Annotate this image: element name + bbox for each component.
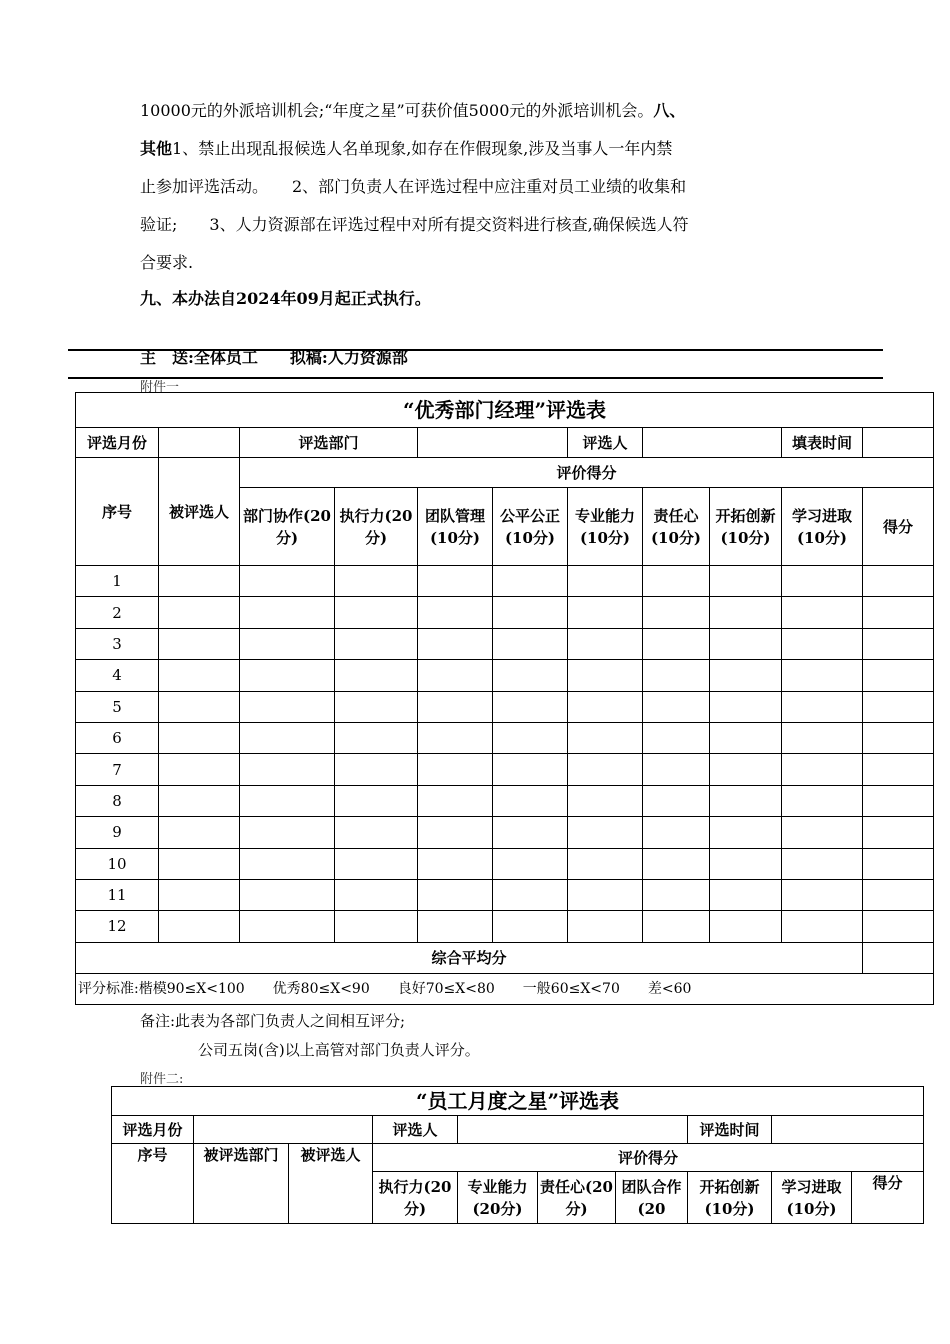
score-cell[interactable] (493, 628, 568, 659)
score-cell[interactable] (782, 785, 863, 816)
score-cell[interactable] (418, 911, 493, 942)
score-cell[interactable] (418, 691, 493, 722)
table-row (76, 817, 934, 848)
para-line-1: 10000元的外派培训机会;“年度之星”可获价值5000元的外派培训机会。 (140, 101, 654, 120)
score-cell[interactable] (863, 879, 934, 910)
col-header-2: 责任心(20分) (538, 1172, 616, 1224)
score-cell[interactable] (335, 628, 418, 659)
score-cell[interactable] (493, 817, 568, 848)
score-cell[interactable] (863, 785, 934, 816)
score-cell[interactable] (240, 817, 335, 848)
col-header: 开拓创新(10分) (710, 488, 782, 566)
score-cell[interactable] (335, 691, 418, 722)
score-cell[interactable] (863, 817, 934, 848)
col-header: 学习进取(10分) (782, 488, 863, 566)
score-cell[interactable] (418, 754, 493, 785)
table-row (76, 691, 934, 722)
score-cell[interactable] (568, 911, 643, 942)
score-cell[interactable] (643, 879, 710, 910)
score-cell[interactable] (782, 722, 863, 753)
score-cell[interactable] (418, 722, 493, 753)
month-label: 评选月份 (76, 428, 159, 458)
dept-label-2: 被评选部门 (194, 1144, 289, 1224)
score-cell[interactable] (493, 597, 568, 628)
score-cell[interactable] (643, 660, 710, 691)
total-label: 得分 (863, 488, 934, 566)
score-cell[interactable] (568, 722, 643, 753)
selector-cell[interactable] (643, 428, 782, 458)
table-row (76, 879, 934, 910)
score-cell[interactable] (863, 566, 934, 597)
annex1-title: “优秀部门经理”评选表 (76, 393, 934, 428)
nominee-label: 被评选人 (159, 458, 240, 566)
score-cell[interactable] (418, 566, 493, 597)
score-cell[interactable] (643, 597, 710, 628)
table-row (76, 628, 934, 659)
month-cell-2[interactable] (194, 1116, 373, 1144)
score-cell[interactable] (159, 879, 240, 910)
para-line-2: 1、禁止出现乱报候选人名单现象,如存在作假现象,涉及当事人一年内禁 (172, 139, 673, 158)
score-cell[interactable] (863, 754, 934, 785)
score-cell[interactable] (493, 660, 568, 691)
col-header: 公平公正(10分) (493, 488, 568, 566)
score-cell[interactable] (710, 566, 782, 597)
score-cell[interactable] (643, 754, 710, 785)
selector-label-2: 评选人 (373, 1116, 458, 1144)
row-number: 9 (76, 817, 159, 848)
score-cell[interactable] (643, 848, 710, 879)
score-cell[interactable] (863, 628, 934, 659)
score-cell[interactable] (643, 911, 710, 942)
col-header-2: 开拓创新(10分) (688, 1172, 772, 1224)
score-cell[interactable] (782, 848, 863, 879)
score-cell[interactable] (863, 722, 934, 753)
row-number: 3 (76, 628, 159, 659)
score-cell[interactable] (240, 879, 335, 910)
annex2-title: “员工月度之星”评选表 (112, 1087, 924, 1116)
annex2-label: 附件二: (140, 1072, 184, 1087)
annex1-label: 附件一 (140, 380, 180, 395)
score-cell[interactable] (782, 879, 863, 910)
score-cell[interactable] (863, 848, 934, 879)
month-label-2: 评选月份 (112, 1116, 194, 1144)
row-number: 1 (76, 566, 159, 597)
date-cell[interactable] (863, 428, 934, 458)
table-row (76, 566, 934, 597)
row-number: 5 (76, 691, 159, 722)
col-header-2: 专业能力(20分) (458, 1172, 538, 1224)
score-cell[interactable] (568, 879, 643, 910)
selector-label: 评选人 (568, 428, 643, 458)
score-cell[interactable] (710, 785, 782, 816)
score-cell[interactable] (240, 566, 335, 597)
col-header: 专业能力(10分) (568, 488, 643, 566)
avg-cell[interactable] (863, 942, 934, 973)
score-cell[interactable] (240, 785, 335, 816)
score-cell[interactable] (159, 911, 240, 942)
table-row (76, 785, 934, 816)
dept-cell[interactable] (418, 428, 568, 458)
score-cell[interactable] (335, 566, 418, 597)
score-cell[interactable] (643, 566, 710, 597)
col-header: 团队管理(10分) (418, 488, 493, 566)
score-cell[interactable] (643, 691, 710, 722)
row-number: 12 (76, 911, 159, 942)
para-line-3: 止参加评选活动。 2、部门负责人在评选过程中应注重对员工业绩的收集和 (140, 177, 687, 196)
score-cell[interactable] (159, 754, 240, 785)
score-cell[interactable] (493, 566, 568, 597)
score-cell[interactable] (782, 660, 863, 691)
score-cell[interactable] (782, 911, 863, 942)
body-paragraph (140, 92, 810, 282)
score-cell[interactable] (335, 754, 418, 785)
score-cell[interactable] (782, 817, 863, 848)
score-cell[interactable] (335, 660, 418, 691)
score-cell[interactable] (863, 597, 934, 628)
date-cell-2[interactable] (772, 1116, 924, 1144)
score-cell[interactable] (710, 660, 782, 691)
score-cell[interactable] (240, 848, 335, 879)
score-cell[interactable] (710, 879, 782, 910)
avg-label: 综合平均分 (76, 942, 863, 973)
score-cell[interactable] (418, 628, 493, 659)
note-1: 备注:此表为各部门负责人之间相互评分; (140, 1012, 406, 1030)
score-cell[interactable] (710, 848, 782, 879)
score-cell[interactable] (568, 660, 643, 691)
score-cell[interactable] (782, 597, 863, 628)
score-cell[interactable] (418, 785, 493, 816)
col-header-2: 执行力(20分) (373, 1172, 458, 1224)
score-cell[interactable] (863, 660, 934, 691)
score-cell[interactable] (493, 879, 568, 910)
table-row (76, 848, 934, 879)
score-cell[interactable] (568, 848, 643, 879)
score-cell[interactable] (710, 754, 782, 785)
score-cell[interactable] (418, 660, 493, 691)
nominee-label-2: 被评选人 (289, 1144, 373, 1224)
score-cell[interactable] (240, 911, 335, 942)
bottom-rule (68, 377, 883, 379)
score-cell[interactable] (568, 817, 643, 848)
score-cell[interactable] (159, 691, 240, 722)
score-cell[interactable] (863, 691, 934, 722)
score-cell[interactable] (240, 660, 335, 691)
para-line-5: 合要求. (140, 253, 194, 272)
score-cell[interactable] (493, 848, 568, 879)
score-cell[interactable] (335, 848, 418, 879)
row-number: 6 (76, 722, 159, 753)
score-cell[interactable] (418, 879, 493, 910)
score-cell[interactable] (335, 911, 418, 942)
col-header-2: 学习进取(10分) (772, 1172, 852, 1224)
score-cell[interactable] (335, 785, 418, 816)
score-cell[interactable] (159, 660, 240, 691)
month-cell[interactable] (159, 428, 240, 458)
score-cell[interactable] (782, 566, 863, 597)
score-cell[interactable] (240, 628, 335, 659)
score-cell[interactable] (710, 722, 782, 753)
score-cell[interactable] (159, 848, 240, 879)
section-9: 九、本办法自2024年09月起正式执行。 (140, 289, 431, 308)
score-cell[interactable] (710, 691, 782, 722)
note-2: 公司五岗(含)以上高管对部门负责人评分。 (198, 1041, 480, 1059)
row-number: 10 (76, 848, 159, 879)
annex1-table (75, 392, 934, 1005)
score-cell[interactable] (240, 754, 335, 785)
score-cell[interactable] (710, 597, 782, 628)
score-cell[interactable] (493, 754, 568, 785)
row-number: 8 (76, 785, 159, 816)
row-number: 11 (76, 879, 159, 910)
score-cell[interactable] (418, 817, 493, 848)
score-cell[interactable] (568, 785, 643, 816)
row-number: 2 (76, 597, 159, 628)
score-cell[interactable] (643, 785, 710, 816)
score-cell[interactable] (240, 722, 335, 753)
score-cell[interactable] (335, 597, 418, 628)
score-cell[interactable] (159, 817, 240, 848)
section-8-title: 其他 (140, 139, 173, 158)
table-row (76, 597, 934, 628)
score-group-label-2: 评价得分 (373, 1144, 924, 1172)
col-header: 责任心(10分) (643, 488, 710, 566)
score-cell[interactable] (568, 597, 643, 628)
annex2-table (111, 1086, 924, 1224)
score-cell[interactable] (643, 817, 710, 848)
table-row (76, 722, 934, 753)
date-label: 填表时间 (782, 428, 863, 458)
table-row (76, 660, 934, 691)
col-header-2: 团队合作(20 (616, 1172, 688, 1224)
no-label-2: 序号 (112, 1144, 194, 1224)
para-line-4: 验证; 3、人力资源部在评选过程中对所有提交资料进行核查,确保候选人符 (140, 215, 689, 234)
table-row (76, 754, 934, 785)
score-cell[interactable] (159, 785, 240, 816)
row-number: 7 (76, 754, 159, 785)
score-cell[interactable] (335, 879, 418, 910)
score-cell[interactable] (782, 628, 863, 659)
row-number: 4 (76, 660, 159, 691)
col-header: 部门协作(20分) (240, 488, 335, 566)
score-cell[interactable] (710, 628, 782, 659)
score-cell[interactable] (335, 722, 418, 753)
score-cell[interactable] (159, 722, 240, 753)
score-cell[interactable] (240, 597, 335, 628)
cc-line: 主 送:全体员工 拟稿:人力资源部 (140, 348, 408, 367)
score-cell[interactable] (782, 754, 863, 785)
selector-cell-2[interactable] (458, 1116, 688, 1144)
no-label: 序号 (76, 458, 159, 566)
score-cell[interactable] (159, 628, 240, 659)
score-cell[interactable] (159, 566, 240, 597)
score-cell[interactable] (710, 817, 782, 848)
score-cell[interactable] (418, 597, 493, 628)
score-cell[interactable] (568, 628, 643, 659)
dept-label: 评选部门 (240, 428, 418, 458)
criteria: 评分标准:楷模90≤X<100 优秀80≤X<90 良好70≤X<80 一般60≤X<70 差<60 (76, 973, 934, 1004)
score-cell[interactable] (418, 848, 493, 879)
score-cell[interactable] (782, 691, 863, 722)
score-cell[interactable] (643, 722, 710, 753)
score-cell[interactable] (863, 911, 934, 942)
score-cell[interactable] (710, 911, 782, 942)
score-cell[interactable] (159, 597, 240, 628)
score-cell[interactable] (493, 722, 568, 753)
score-cell[interactable] (568, 754, 643, 785)
score-cell[interactable] (335, 817, 418, 848)
score-group-label: 评价得分 (240, 458, 934, 488)
score-cell[interactable] (568, 691, 643, 722)
score-cell[interactable] (493, 911, 568, 942)
total-label-2: 得分 (852, 1172, 924, 1224)
score-cell[interactable] (493, 691, 568, 722)
score-cell[interactable] (493, 785, 568, 816)
col-header: 执行力(20分) (335, 488, 418, 566)
score-cell[interactable] (568, 566, 643, 597)
section-8-heading: 八、 (653, 101, 686, 120)
score-cell[interactable] (240, 691, 335, 722)
score-cell[interactable] (643, 628, 710, 659)
table-row (76, 911, 934, 942)
date-label-2: 评选时间 (688, 1116, 772, 1144)
